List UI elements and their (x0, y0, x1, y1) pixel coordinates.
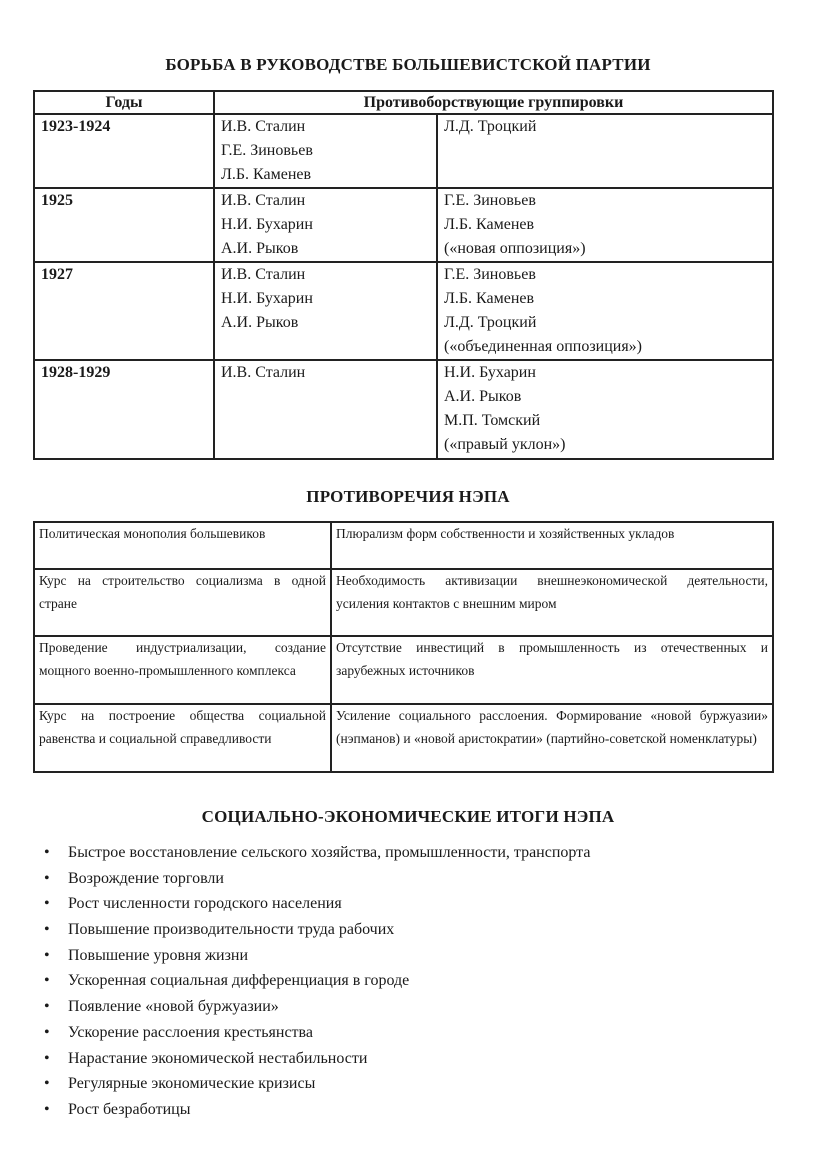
person-name: А.И. Рыков (221, 314, 299, 331)
table-row (34, 262, 773, 360)
person-name: («объединенная оппозиция») (444, 338, 643, 355)
person-name: Л.Д. Троцкий (444, 118, 537, 135)
left-group-cell (214, 262, 437, 360)
year-cell: 1928-1929 (34, 360, 214, 459)
person-name: Н.И. Бухарин (221, 290, 313, 307)
right-group-cell (437, 114, 773, 188)
list-item: • Рост численности городского населения (40, 891, 590, 917)
person-name: Г.Е. Зиновьев (444, 266, 536, 283)
table-row (34, 636, 773, 704)
person-name: Н.И. Бухарин (221, 216, 313, 233)
right-group-cell (437, 262, 773, 360)
person-name: Г.Е. Зиновьев (221, 142, 313, 159)
list-item: • Регулярные экономические кризисы (40, 1071, 590, 1097)
section1-title: БОРЬБА В РУКОВОДСТВЕ БОЛЬШЕВИСТСКОЙ ПАРТИИ (165, 55, 651, 74)
person-name: И.В. Сталин (221, 266, 306, 283)
left-cell: Проведение индустриализации, создание мощного военно-промышленного комплекса (34, 636, 331, 704)
person-name: М.П. Томский (444, 412, 541, 429)
left-cell: Курс на построение общества социальной равенства и социальной справедливости (34, 704, 331, 772)
year-cell: 1927 (34, 262, 214, 360)
table-row (34, 569, 773, 636)
right-cell: Усиление социального расслоения. Формирование «новой буржуазии» (нэпманов) и «новой аристократии» (партийно-советской номенклатуры) (331, 704, 773, 772)
table-row (34, 360, 773, 459)
left-cell: Политическая монополия большевиков (34, 522, 331, 569)
header-groups: Противоборствующие группировки (214, 91, 773, 114)
list-item: • Быстрое восстановление сельского хозяйства, промышленности, транспорта (40, 840, 590, 866)
right-group-cell (437, 360, 773, 459)
list-item: • Ускорение расслоения крестьянства (40, 1020, 590, 1046)
table-row (34, 114, 773, 188)
right-cell: Плюрализм форм собственности и хозяйственных укладов (331, 522, 773, 569)
header-years: Годы (34, 91, 214, 114)
table-row (34, 704, 773, 772)
list-item: • Повышение уровня жизни (40, 943, 590, 969)
person-name: И.В. Сталин (221, 364, 306, 381)
person-name: Г.Е. Зиновьев (444, 192, 536, 209)
right-cell: Отсутствие инвестиций в промышленность из отечественных и зарубежных источников (331, 636, 773, 704)
table-row (34, 522, 773, 569)
list-item: • Повышение производительности труда рабочих (40, 917, 590, 943)
list-item: • Появление «новой буржуазии» (40, 994, 590, 1020)
person-name: И.В. Сталин (221, 192, 306, 209)
year-cell: 1923-1924 (34, 114, 214, 188)
left-cell: Курс на строительство социализма в одной стране (34, 569, 331, 636)
left-group-cell (214, 360, 437, 459)
person-name: И.В. Сталин (221, 118, 306, 135)
table-row (34, 188, 773, 262)
left-group-cell (214, 188, 437, 262)
person-name: А.И. Рыков (221, 240, 299, 257)
nep-results-list (40, 840, 590, 1123)
person-name: Л.Б. Каменев (444, 290, 535, 307)
person-name: Н.И. Бухарин (444, 364, 536, 381)
list-item: • Возрождение торговли (40, 866, 590, 892)
section3-title: СОЦИАЛЬНО-ЭКОНОМИЧЕСКИЕ ИТОГИ НЭПА (201, 807, 615, 826)
person-name: («новая оппозиция») (444, 240, 586, 257)
person-name: Л.Б. Каменев (444, 216, 535, 233)
person-name: Л.Б. Каменев (221, 166, 312, 183)
right-group-cell (437, 188, 773, 262)
person-name: Л.Д. Троцкий (444, 314, 537, 331)
person-name: А.И. Рыков (444, 388, 522, 405)
nep-contradictions-table (33, 521, 774, 773)
list-item: • Нарастание экономической нестабильности (40, 1046, 590, 1072)
list-item: • Ускоренная социальная дифференциация в городе (40, 968, 590, 994)
section2-title: ПРОТИВОРЕЧИЯ НЭПА (306, 487, 510, 506)
right-cell: Необходимость активизации внешнеэкономической деятельности, усиления контактов с внешним миром (331, 569, 773, 636)
year-cell: 1925 (34, 188, 214, 262)
left-group-cell (214, 114, 437, 188)
party-struggle-table (33, 90, 774, 460)
list-item: • Рост безработицы (40, 1097, 590, 1123)
person-name: («правый уклон») (444, 436, 566, 453)
